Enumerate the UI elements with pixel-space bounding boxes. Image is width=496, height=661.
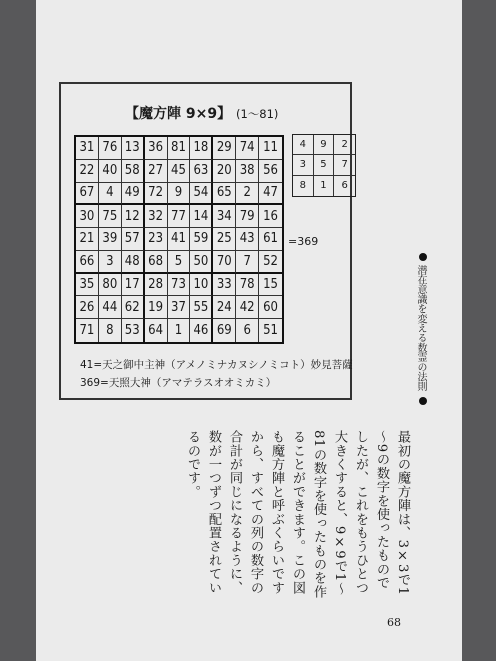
grid-cell: 60 [259, 296, 282, 319]
grid-cell: 43 [236, 228, 259, 251]
grid-cell: 6 [341, 180, 348, 192]
grid-cell: 32 [145, 205, 168, 228]
grid-cell: 24 [213, 296, 236, 319]
grid-cell: 39 [99, 228, 122, 251]
grid-cell: 1 [314, 176, 335, 196]
grid-cell: 58 [122, 160, 145, 183]
grid-cell: 22 [76, 160, 99, 183]
grid-cell: 12 [122, 205, 145, 228]
grid-cell: 70 [213, 251, 236, 274]
body-paragraph: 最初の魔方陣は、3×3で1～9の数字を使ったものでしたが、これをもうひとつ大きくすると、9×9で1～81の数字を使ったものを作ることができます。この図も魔方陣と呼ぶくらいですから、すべての列の数字の合計が同じになるように、数が一つずつ配置されているのです。 [185, 430, 410, 599]
grid-cell: 65 [213, 183, 236, 206]
magic-sum-label: =369 [288, 235, 319, 248]
grid-cell: 67 [76, 183, 99, 206]
grid-cell: 25 [213, 228, 236, 251]
grid-cell: 48 [122, 251, 145, 274]
grid-cell: 34 [213, 205, 236, 228]
grid-cell: 77 [168, 205, 191, 228]
grid-cell: 31 [76, 137, 99, 160]
grid-cell: 52 [259, 251, 282, 274]
grid-cell: 1 [168, 319, 191, 342]
bullet-icon [419, 253, 427, 261]
grid-cell: 79 [236, 205, 259, 228]
grid-cell: 16 [259, 205, 282, 228]
body-text [182, 430, 413, 600]
grid-cell: 18 [190, 137, 213, 160]
grid-cell: 33 [213, 274, 236, 297]
grid-cell: 8 [293, 176, 314, 196]
grid-cell: 57 [122, 228, 145, 251]
grid-cell: 5 [168, 251, 191, 274]
grid-cell: 8 [99, 319, 122, 342]
figure-title: 【魔方陣 9×9】 [125, 106, 232, 122]
grid-cell: 29 [213, 137, 236, 160]
grid-cell: 6 [236, 319, 259, 342]
grid-cell: 7 [236, 251, 259, 274]
grid-cell: 26 [76, 296, 99, 319]
grid-cell: 5 [314, 155, 335, 175]
grid-cell: 20 [213, 160, 236, 183]
grid-cell: 13 [122, 137, 145, 160]
grid-cell: 49 [122, 183, 145, 206]
grid-cell: 9 [168, 183, 191, 206]
grid-cell: 62 [122, 296, 145, 319]
grid-cell: 3 [99, 251, 122, 274]
grid-cell: 37 [168, 296, 191, 319]
figure-range: (1～81) [236, 107, 279, 121]
grid-cell: 30 [76, 205, 99, 228]
grid-cell: 42 [236, 296, 259, 319]
grid-cell: 55 [190, 296, 213, 319]
grid-cell: 2 [236, 183, 259, 206]
grid-cell: 54 [190, 183, 213, 206]
grid-cell: 69 [213, 319, 236, 342]
grid-cell: 7 [334, 155, 355, 175]
grid-cell: 45 [168, 160, 191, 183]
grid-cell: 4 [99, 183, 122, 206]
figure-note-41: 41=天之御中主神（アメノミナカヌシノミコト）妙見菩薩 [80, 359, 353, 371]
grid-cell: 47 [259, 183, 282, 206]
grid-cell: 74 [236, 137, 259, 160]
grid-cell: 14 [190, 205, 213, 228]
grid-cell: 68 [145, 251, 168, 274]
grid-cell: 63 [190, 160, 213, 183]
grid-cell: 59 [190, 228, 213, 251]
grid-cell: 51 [263, 323, 278, 339]
bullet-icon [419, 397, 427, 405]
grid-cell: 81 [168, 137, 191, 160]
grid-cell: 75 [99, 205, 122, 228]
grid-cell: 73 [168, 274, 191, 297]
grid-cell: 11 [259, 137, 282, 160]
grid-cell: 38 [236, 160, 259, 183]
grid-cell: 80 [99, 274, 122, 297]
grid-cell: 3 [293, 155, 314, 175]
grid-cell: 35 [76, 274, 99, 297]
grid-cell: 76 [99, 137, 122, 160]
grid-cell: 19 [145, 296, 168, 319]
grid-cell: 17 [122, 274, 145, 297]
grid-cell: 4 [293, 135, 314, 155]
grid-cell: 10 [190, 274, 213, 297]
magic-square-9x9 [74, 135, 284, 344]
grid-cell: 64 [145, 319, 168, 342]
page-number: 68 [387, 616, 401, 629]
figure-note-369: 369=天照大神（アマテラスオオミカミ） [80, 377, 277, 389]
grid-cell: 9 [314, 135, 335, 155]
grid-cell: 56 [259, 160, 282, 183]
chapter-sidebar [383, 240, 463, 425]
grid-cell: 41 [168, 228, 191, 251]
grid-cell: 2 [334, 135, 355, 155]
grid-cell: 72 [145, 183, 168, 206]
grid-cell: 61 [259, 228, 282, 251]
grid-cell: 21 [76, 228, 99, 251]
grid-cell: 78 [236, 274, 259, 297]
grid-cell: 50 [190, 251, 213, 274]
grid-cell: 15 [259, 274, 282, 297]
chapter-title: 潜在意識を変える数霊の法則 [415, 265, 426, 392]
grid-cell: 28 [145, 274, 168, 297]
grid-cell: 66 [76, 251, 99, 274]
grid-cell: 40 [99, 160, 122, 183]
grid-cell: 46 [190, 319, 213, 342]
grid-cell: 27 [145, 160, 168, 183]
grid-cell: 23 [145, 228, 168, 251]
grid-cell: 53 [122, 319, 145, 342]
grid-cell: 44 [99, 296, 122, 319]
magic-square-3x3 [292, 134, 356, 197]
grid-cell: 36 [145, 137, 168, 160]
grid-cell: 71 [76, 319, 99, 342]
